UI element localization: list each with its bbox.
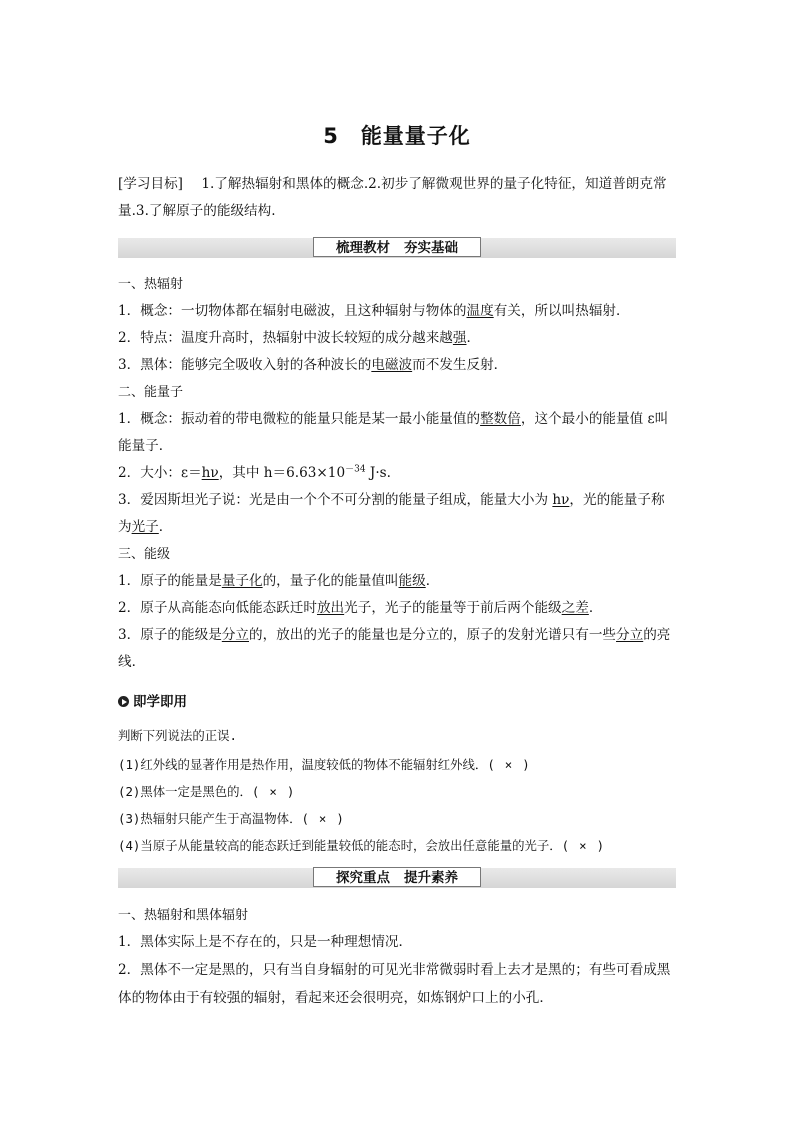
text: 1．概念：振动着的带电微粒的能量只能是某一最小能量值的 <box>118 411 481 427</box>
text: 的，放出的光子的能量也是分立的，原子的发射光谱只有一些 <box>249 627 617 643</box>
item-text: (3)热辐射只能产生于高温物体．( <box>118 811 309 826</box>
item-close: ) <box>596 838 605 853</box>
blank-answer: 温度 <box>466 303 494 319</box>
blank-answer: 能级 <box>398 573 426 589</box>
item-close: ) <box>286 784 295 799</box>
text: 2．特点：温度升高时，热辐射中波长较短的成分越来越 <box>118 330 453 346</box>
paragraph-concept <box>118 298 678 325</box>
item-close: ) <box>336 811 344 826</box>
section-banner-explore <box>118 868 676 888</box>
objectives-label: [学习目标] <box>118 176 183 192</box>
text: 1．原子的能量是 <box>118 573 222 589</box>
title-number: 5 <box>323 124 339 148</box>
apply-heading-text: 即学即用 <box>133 694 187 710</box>
banner-label-left: 梳理教材 <box>336 240 390 256</box>
paragraph-blackbody <box>118 352 678 379</box>
text: 2．大小：ε＝ <box>118 465 202 481</box>
cross-mark: × <box>269 784 277 799</box>
text: ． <box>466 330 481 346</box>
text: ，其中 h＝6.63×10 <box>218 465 346 481</box>
banner-box <box>313 237 481 257</box>
cross-mark: × <box>579 838 587 853</box>
paragraph-levels-3 <box>118 622 678 649</box>
banner-label-left: 探究重点 <box>336 870 390 886</box>
blank-answer: hν <box>552 492 570 508</box>
paragraph-photon-theory <box>118 487 678 514</box>
paragraph-feature <box>118 325 678 352</box>
section-heading-thermal-radiation: 一、热辐射 <box>118 277 184 292</box>
item-text: (4)当原子从能量较高的能态跃迁到能量较低的能态时，会放出任意能量的光子．( <box>118 838 570 853</box>
blank-answer: 光子 <box>131 519 159 535</box>
apply-heading <box>118 689 678 716</box>
text: 2．原子从高能态向低能态跃迁时 <box>118 600 317 616</box>
paragraph-levels-1 <box>118 568 678 595</box>
text: 1．概念：一切物体都在辐射电磁波，且这种辐射与物体的 <box>118 303 467 319</box>
blank-answer: 之差 <box>561 600 589 616</box>
paragraph-levels-2 <box>118 595 678 622</box>
text: 的，量子化的能量值叫 <box>262 573 399 589</box>
cross-mark: × <box>318 811 327 826</box>
item-close: ) <box>522 757 530 772</box>
apply-intro: 判断下列说法的正误. <box>118 728 237 743</box>
paragraph-photon-theory-cont <box>118 514 678 541</box>
judgment-item <box>118 778 678 805</box>
judgment-item <box>118 751 678 778</box>
learning-objectives <box>118 171 678 225</box>
blank-answer: 分立 <box>221 627 249 643</box>
objectives-text: 1.了解热辐射和黑体的概念.2.初步了解微观世界的量子化特征，知道普朗克常量.3.了解原子的能级结构. <box>118 176 667 219</box>
item-text: (1)红外线的显著作用是热作用，温度较低的物体不能辐射红外线．( <box>118 757 495 772</box>
text: ，光的能量子称 <box>569 492 665 508</box>
judgment-item <box>118 805 678 832</box>
text: 3．爱因斯坦光子说：光是由一个个不可分割的能量子组成，能量大小为 <box>118 492 553 508</box>
blank-answer: 分立 <box>616 627 644 643</box>
text: 光子，光子的能量等于前后两个能级 <box>344 600 562 616</box>
play-circle-icon <box>118 696 129 707</box>
text: J·s. <box>365 465 391 481</box>
text: 的亮 <box>643 627 671 643</box>
blank-answer: 整数倍 <box>480 411 521 427</box>
paragraph-blackbody-ideal: 1．黑体实际上是不存在的，只是一种理想情况． <box>118 934 413 950</box>
banner-label-right: 夯实基础 <box>404 240 458 256</box>
text: 而不发生反射． <box>412 357 508 373</box>
judgment-item <box>118 832 678 859</box>
page-title <box>0 120 794 150</box>
text: ． <box>425 573 440 589</box>
text: 有关，所以叫热辐射． <box>493 303 630 319</box>
paragraph-levels-3-cont: 线． <box>118 654 146 670</box>
paragraph-quantum-concept <box>118 406 678 433</box>
blank-answer: hν <box>201 465 219 481</box>
banner-box <box>313 867 481 887</box>
section-heading-energy-levels: 三、能级 <box>118 547 171 562</box>
text: 为 <box>118 519 132 535</box>
paragraph-quantum-concept-cont: 能量子． <box>118 438 173 454</box>
text: 3．黑体：能够完全吸收入射的各种波长的 <box>118 357 372 373</box>
item-text: (2)黑体一定是黑色的．( <box>118 784 260 799</box>
text: ． <box>158 519 173 535</box>
paragraph-blackbody-color: 2．黑体不一定是黑的，只有当自身辐射的可见光非常微弱时看上去才是黑的；有些可看成黑 <box>118 962 671 978</box>
exponent: －34 <box>345 464 366 475</box>
blank-answer: 电磁波 <box>371 357 413 373</box>
section-heading-energy-quantum: 二、能量子 <box>118 385 184 400</box>
text: ，这个最小的能量值 ε叫 <box>520 411 669 427</box>
blank-answer: 强 <box>452 330 467 346</box>
paragraph-quantum-size <box>118 460 678 487</box>
paragraph-blackbody-color-cont: 体的物体由于有较强的辐射，看起来还会很明亮，如炼钢炉口上的小孔． <box>118 990 553 1006</box>
cross-mark: × <box>504 757 513 772</box>
banner-label-right: 提升素养 <box>404 870 458 886</box>
blank-answer: 放出 <box>316 600 345 616</box>
section-banner-review <box>118 238 676 258</box>
text: 3．原子的能级是 <box>118 627 222 643</box>
title-text: 能量量子化 <box>360 124 471 148</box>
section-heading-blackbody-radiation: 一、热辐射和黑体辐射 <box>118 908 249 923</box>
blank-answer: 量子化 <box>221 573 263 589</box>
text: ． <box>588 600 603 616</box>
